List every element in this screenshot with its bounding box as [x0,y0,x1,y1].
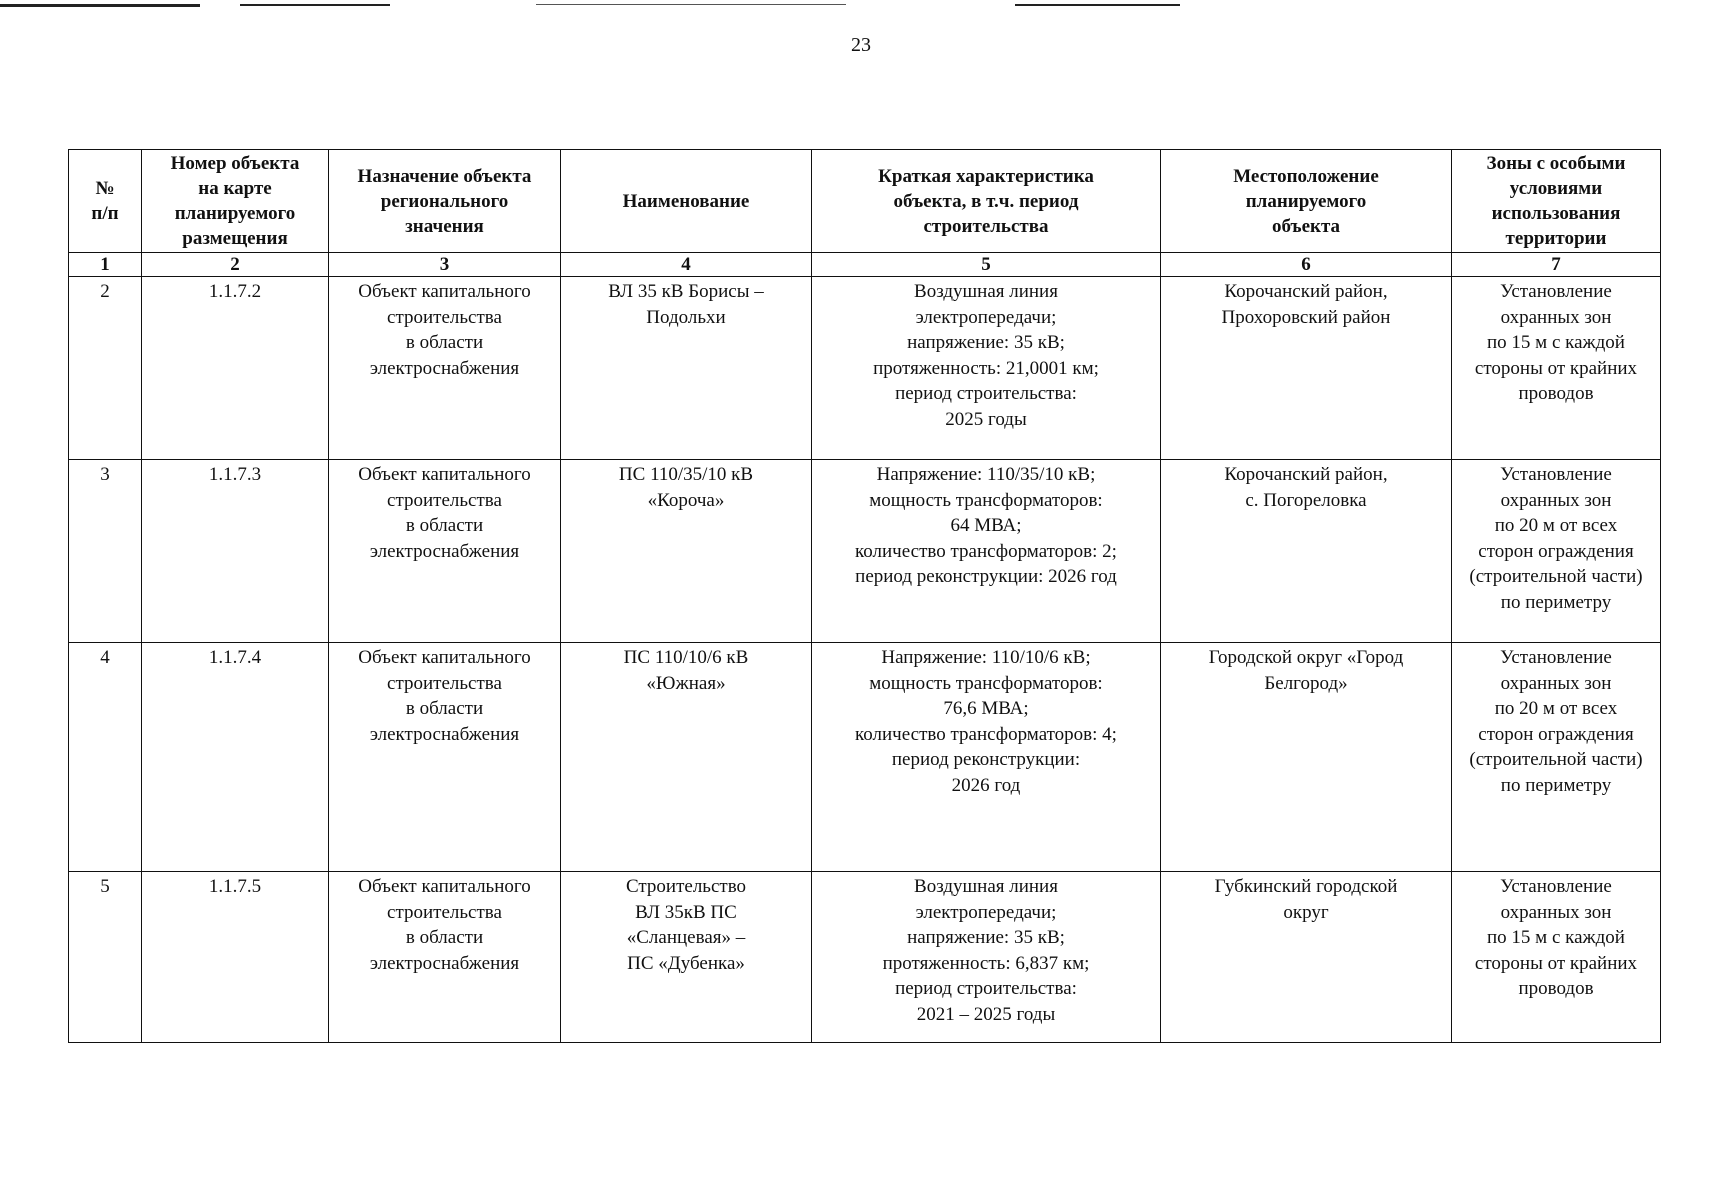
header-cell-location: Местоположение планируемого объекта [1161,150,1452,253]
cell-zones: Установление охранных зон по 20 м от всех сторон ограждения (строительной части) по периметру [1452,643,1661,872]
header-row [69,150,1661,253]
column-number-row [69,253,1661,277]
cell-name: ВЛ 35 кВ Борисы – Подольхи [561,277,812,460]
header-cell-num: № п/п [69,150,142,253]
column-number: 2 [142,253,329,277]
cell-map-number: 1.1.7.3 [142,460,329,643]
cell-num: 2 [69,277,142,460]
cell-location: Корочанский район, Прохоровский район [1161,277,1452,460]
table-row [69,277,1661,460]
cell-purpose: Объект капитального строительства в области электроснабжения [329,277,561,460]
cell-location: Губкинский городской округ [1161,872,1452,1043]
cell-description: Напряжение: 110/35/10 кВ; мощность трансформаторов: 64 МВА; количество трансформаторов: 2; период реконструкции: 2026 год [812,460,1161,643]
table-row [69,460,1661,643]
cell-purpose: Объект капитального строительства в области электроснабжения [329,643,561,872]
cell-name: ПС 110/10/6 кВ «Южная» [561,643,812,872]
cell-purpose: Объект капитального строительства в области электроснабжения [329,872,561,1043]
cell-map-number: 1.1.7.4 [142,643,329,872]
page-number: 23 [851,34,871,56]
table-row [69,643,1661,872]
cell-description: Воздушная линия электропередачи; напряжение: 35 кВ; протяженность: 6,837 км; период строительства: 2021 – 2025 годы [812,872,1161,1043]
header-cell-description: Краткая характеристика объекта, в т.ч. период строительства [812,150,1161,253]
header-cell-purpose: Назначение объекта регионального значения [329,150,561,253]
cell-purpose: Объект капитального строительства в области электроснабжения [329,460,561,643]
column-number: 5 [812,253,1161,277]
cell-num: 5 [69,872,142,1043]
top-scan-line [1015,4,1180,6]
top-scan-line [536,4,846,5]
cell-num: 4 [69,643,142,872]
cell-zones: Установление охранных зон по 15 м с каждой стороны от крайних проводов [1452,872,1661,1043]
header-cell-zones: Зоны с особыми условиями использования территории [1452,150,1661,253]
column-number: 6 [1161,253,1452,277]
cell-zones: Установление охранных зон по 20 м от всех сторон ограждения (строительной части) по периметру [1452,460,1661,643]
top-scan-line [0,4,200,7]
column-number: 4 [561,253,812,277]
top-scan-line [240,4,390,6]
cell-name: ПС 110/35/10 кВ «Короча» [561,460,812,643]
column-number: 3 [329,253,561,277]
header-cell-map-number: Номер объекта на карте планируемого размещения [142,150,329,253]
cell-zones: Установление охранных зон по 15 м с каждой стороны от крайних проводов [1452,277,1661,460]
cell-location: Городской округ «Город Белгород» [1161,643,1452,872]
cell-name: Строительство ВЛ 35кВ ПС «Сланцевая» – ПС «Дубенка» [561,872,812,1043]
cell-description: Напряжение: 110/10/6 кВ; мощность трансформаторов: 76,6 МВА; количество трансформаторов: 4; период реконструкции: 2026 год [812,643,1161,872]
cell-map-number: 1.1.7.5 [142,872,329,1043]
objects-table [68,149,1661,1043]
column-number: 1 [69,253,142,277]
table-row [69,872,1661,1043]
cell-location: Корочанский район, с. Погореловка [1161,460,1452,643]
cell-num: 3 [69,460,142,643]
cell-map-number: 1.1.7.2 [142,277,329,460]
cell-description: Воздушная линия электропередачи; напряжение: 35 кВ; протяженность: 21,0001 км; период строительства: 2025 годы [812,277,1161,460]
header-cell-name: Наименование [561,150,812,253]
column-number: 7 [1452,253,1661,277]
